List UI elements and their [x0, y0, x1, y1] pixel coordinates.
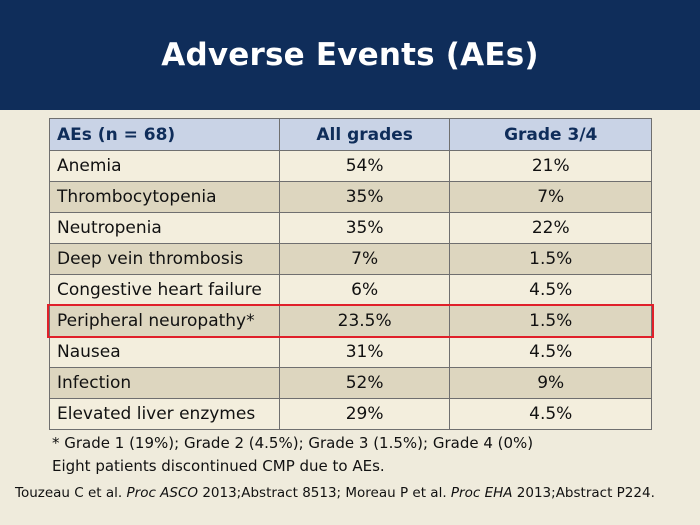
references [15, 483, 685, 503]
reference-text-2: 2013;Abstract 8513; Moreau P et al. [198, 485, 451, 501]
all-grades-value: 54% [279, 151, 450, 182]
all-grades-value: 35% [279, 213, 450, 244]
table-row [50, 182, 652, 213]
all-grades-value: 23.5% [279, 306, 450, 337]
grade-3-4-value: 4.5% [450, 275, 652, 306]
table-row [50, 275, 652, 306]
grade-3-4-value: 7% [450, 182, 652, 213]
table-row [50, 337, 652, 368]
reference-text-1: Touzeau C et al. [15, 485, 127, 501]
grade-3-4-value: 1.5% [450, 306, 652, 337]
column-header-ae: AEs (n = 68) [50, 119, 280, 151]
ae-name: Elevated liver enzymes [50, 399, 280, 430]
reference-journal-1: Proc ASCO [126, 485, 199, 501]
ae-name: Neutropenia [50, 213, 280, 244]
table-header-row [50, 119, 652, 151]
table-row-highlighted [50, 306, 652, 337]
ae-name: Anemia [50, 151, 280, 182]
table-row [50, 213, 652, 244]
column-header-grade-3-4: Grade 3/4 [450, 119, 652, 151]
discontinued-footnote: Eight patients discontinued CMP due to AEs. [52, 457, 385, 475]
all-grades-value: 7% [279, 244, 450, 275]
grade-footnote: * Grade 1 (19%); Grade 2 (4.5%); Grade 3 (1.5%); Grade 4 (0%) [52, 434, 534, 452]
table-row [50, 399, 652, 430]
all-grades-value: 31% [279, 337, 450, 368]
grade-3-4-value: 9% [450, 368, 652, 399]
ae-name: Nausea [50, 337, 280, 368]
table-row [50, 244, 652, 275]
ae-name: Peripheral neuropathy* [50, 306, 280, 337]
grade-3-4-value: 21% [450, 151, 652, 182]
reference-journal-2: Proc EHA [450, 485, 513, 501]
ae-name: Infection [50, 368, 280, 399]
all-grades-value: 52% [279, 368, 450, 399]
ae-name: Thrombocytopenia [50, 182, 280, 213]
grade-3-4-value: 22% [450, 213, 652, 244]
grade-3-4-value: 1.5% [450, 244, 652, 275]
all-grades-value: 6% [279, 275, 450, 306]
adverse-events-table [49, 118, 652, 430]
reference-text-3: 2013;Abstract P224. [512, 485, 655, 501]
column-header-all-grades: All grades [279, 119, 450, 151]
all-grades-value: 29% [279, 399, 450, 430]
table-row [50, 151, 652, 182]
ae-name: Congestive heart failure [50, 275, 280, 306]
table-row [50, 368, 652, 399]
all-grades-value: 35% [279, 182, 450, 213]
slide-title: Adverse Events (AEs) [161, 37, 539, 73]
grade-3-4-value: 4.5% [450, 399, 652, 430]
ae-name: Deep vein thrombosis [50, 244, 280, 275]
grade-3-4-value: 4.5% [450, 337, 652, 368]
slide-header [0, 0, 700, 110]
